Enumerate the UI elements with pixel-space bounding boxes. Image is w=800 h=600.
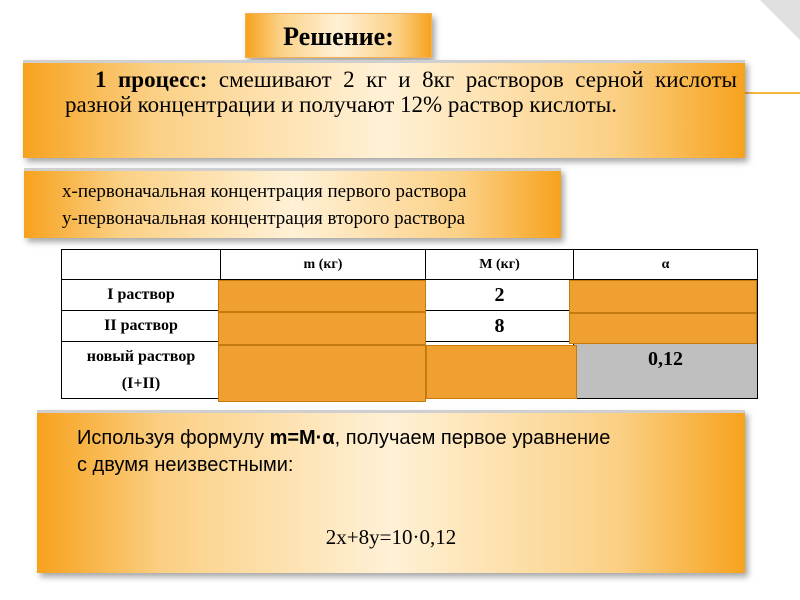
cell-M-2: 8 [426, 311, 574, 342]
hidden-cell-M-new [426, 345, 577, 399]
row-label-new-line1: новый раствор [86, 348, 196, 365]
formula-box [37, 410, 745, 573]
header-alpha: α [574, 250, 758, 280]
row-label-solution-1: I раствор [62, 280, 221, 311]
row-label-new-solution [62, 342, 221, 399]
hidden-cell-m-new [218, 345, 426, 402]
cell-alpha-new: 0,12 [574, 342, 758, 399]
corner-decoration [760, 0, 800, 40]
table-header-row [62, 250, 758, 280]
equation: 2x+8y=10·0,12 [325, 525, 457, 549]
header-empty [62, 250, 221, 280]
hidden-cell-m-2 [218, 312, 426, 345]
cell-M-1: 2 [426, 280, 574, 311]
formula-rest: , получаем первое уравнение [334, 427, 611, 449]
formula-line-2: с двумя неизвестными: [77, 454, 294, 476]
header-m: m (кг) [221, 250, 426, 280]
row-label-solution-2: II раствор [62, 311, 221, 342]
page-title: Решение: [283, 22, 394, 51]
problem-lead: 1 процесс: [95, 67, 208, 92]
variables-box [24, 168, 561, 238]
problem-box [23, 60, 745, 158]
hidden-cell-alpha-2 [569, 313, 757, 344]
hidden-cell-m-1 [218, 280, 426, 312]
header-M: M (кг) [426, 250, 574, 280]
hidden-cell-alpha-1 [569, 280, 757, 313]
formula-intro: Используя формулу [77, 427, 270, 449]
decorative-line [745, 92, 800, 94]
title-box [245, 13, 432, 58]
problem-text [65, 67, 737, 117]
variable-y: y-первоначальная концентрация второго раствора [62, 208, 466, 229]
problem-body: смешивают 2 кг и 8кг растворов серной кислоты разной концентрации и получают 12% раствор кислоты. [65, 67, 737, 117]
variable-x: x-первоначальная концентрация первого раствора [62, 181, 467, 202]
formula-bold: m=M·α [269, 427, 335, 449]
row-label-new-line2: (I+II) [121, 375, 161, 392]
formula-line-1 [77, 425, 745, 452]
